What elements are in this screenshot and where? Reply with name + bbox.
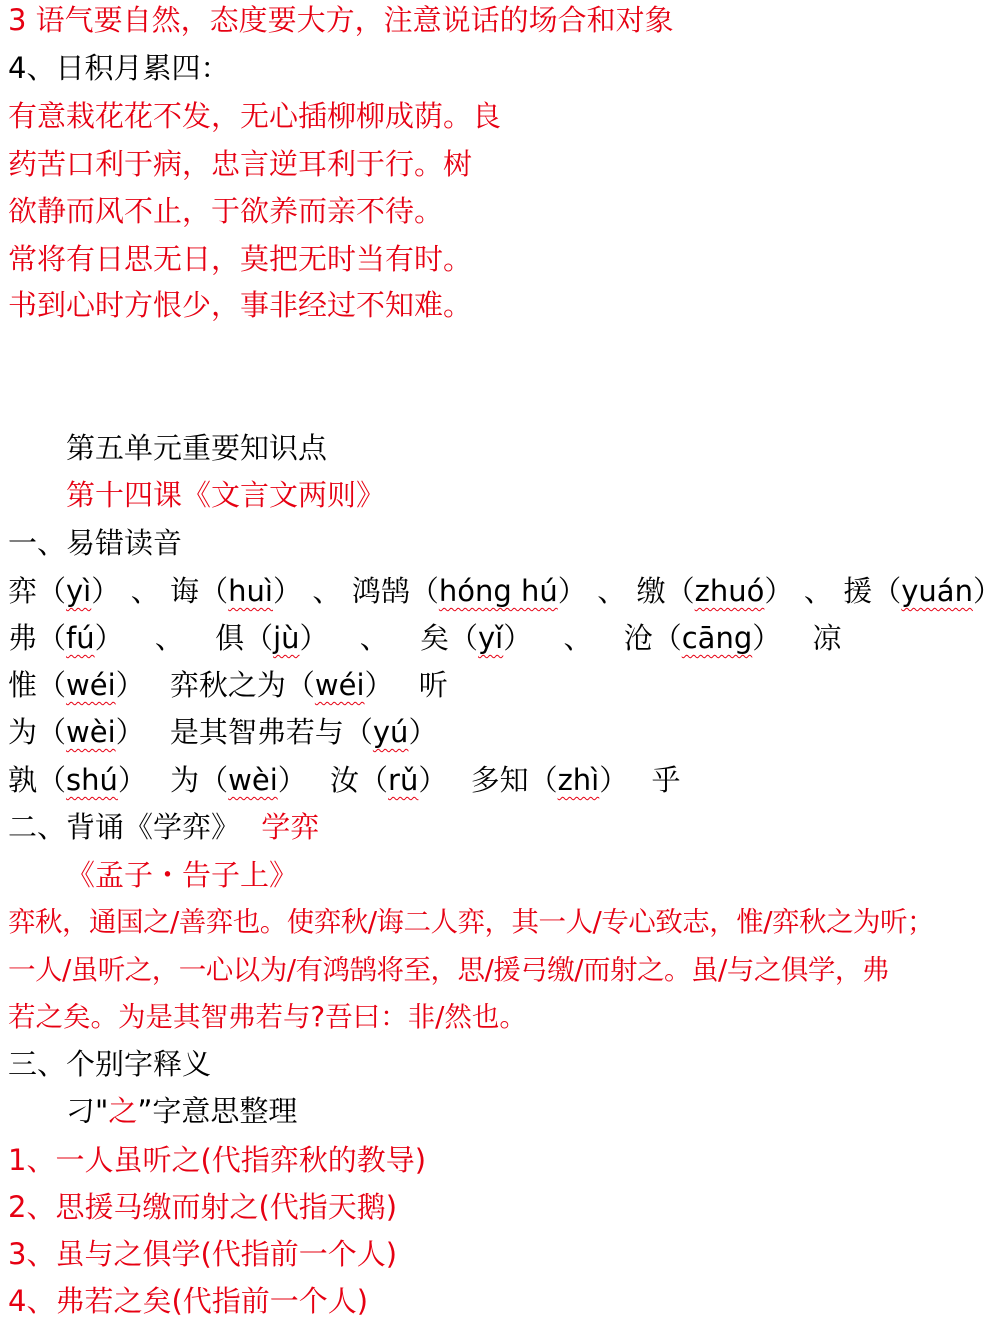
pinyin: zhì [557, 763, 600, 797]
meaning-subtitle: 刁"之”字意思整理 [66, 1094, 298, 1128]
proverb-line-1: 有意栽花花不发，无心插柳柳成荫。良 [8, 99, 502, 133]
recite-source: 《孟子・告子上》 [66, 858, 299, 892]
separator: 、 [803, 574, 833, 608]
pron-item: 鸿鹄（hóng hú） [351, 574, 587, 608]
lesson-title: 第十四课《文言文两则》 [66, 478, 386, 512]
meaning-item-3: 3、虽与之俱学(代指前一个人) [8, 1237, 398, 1271]
recite-title: 学弈 [261, 810, 320, 844]
separator: 、 [312, 574, 342, 608]
top-line-1: 3 语气要自然，态度要大方，注意说话的场合和对象 [8, 3, 674, 37]
pron-row-5: 孰（shú） 为（wèi） 汝（rǔ） 多知（zhì） 乎 [8, 763, 681, 797]
pinyin: cāng [681, 621, 753, 655]
top-line-2: 4、日积月累四： [8, 51, 230, 85]
meaning-item-4: 4、弗若之矣(代指前一个人) [8, 1284, 369, 1318]
pron-row-2: 弗（fú） 、 俱（jù） 、 矣（yǐ） 、 沧（cāng） 凉 [8, 621, 842, 655]
meaning-item-2: 2、思援马缴而射之(代指天鹅) [8, 1190, 398, 1224]
pinyin: wéi [314, 668, 365, 702]
pron-item: 诲（huì） [170, 574, 302, 608]
recite-text-2: 一人/虽听之，一心以为/有鸿鹄将至，思/援弓缴/而射之。虽/与之俱学，弗 [8, 954, 889, 986]
recite-heading: 二、背诵《学弈》 学弈 [8, 810, 320, 844]
pron-item: 弈（yì） [8, 574, 121, 608]
pron-row-4: 为（wèi） 是其智弗若与（yú） [8, 715, 438, 749]
pron-item: 缴（zhuó） [636, 574, 794, 608]
pinyin: fú [66, 621, 95, 655]
recite-text-3: 若之矣。为是其智弗若与?吾曰：非/然也。 [8, 1001, 527, 1033]
pinyin: shú [66, 763, 118, 797]
pronunciation-heading: 一、易错读音 [8, 526, 183, 560]
proverb-line-4: 常将有日思无日，莫把无时当有时。 [8, 242, 473, 276]
proverb-line-5: 书到心时方恨少，事非经过不知难。 [8, 288, 473, 322]
pinyin: yú [372, 715, 409, 749]
pinyin: wèi [228, 763, 278, 797]
meaning-heading: 三、个别字释义 [8, 1047, 212, 1081]
pinyin: wèi [66, 715, 116, 749]
recite-text-1: 弈秋，通国之/善弈也。使弈秋/诲二人弈，其一人/专心致志，惟/弈秋之为听； [8, 906, 935, 938]
pinyin: rǔ [388, 763, 419, 797]
pinyin: wéi [66, 668, 116, 702]
proverb-line-2: 药苦口利于病，忠言逆耳利于行。树 [8, 147, 473, 181]
separator: 、 [130, 574, 160, 608]
pron-row-1 [8, 567, 1002, 615]
pron-row-3: 惟（wéi） 弈秋之为（wéi） 听 [8, 668, 448, 702]
pron-item: 援（yuán） [843, 574, 1002, 608]
unit-title: 第五单元重要知识点 [66, 431, 328, 465]
proverb-line-3: 欲静而风不止，于欲养而亲不待。 [8, 194, 444, 228]
pinyin: jù [273, 621, 300, 655]
meaning-item-1: 1、一人虽听之(代指弈秋的教导) [8, 1143, 427, 1177]
pinyin: yǐ [478, 621, 504, 655]
separator: 、 [597, 574, 627, 608]
